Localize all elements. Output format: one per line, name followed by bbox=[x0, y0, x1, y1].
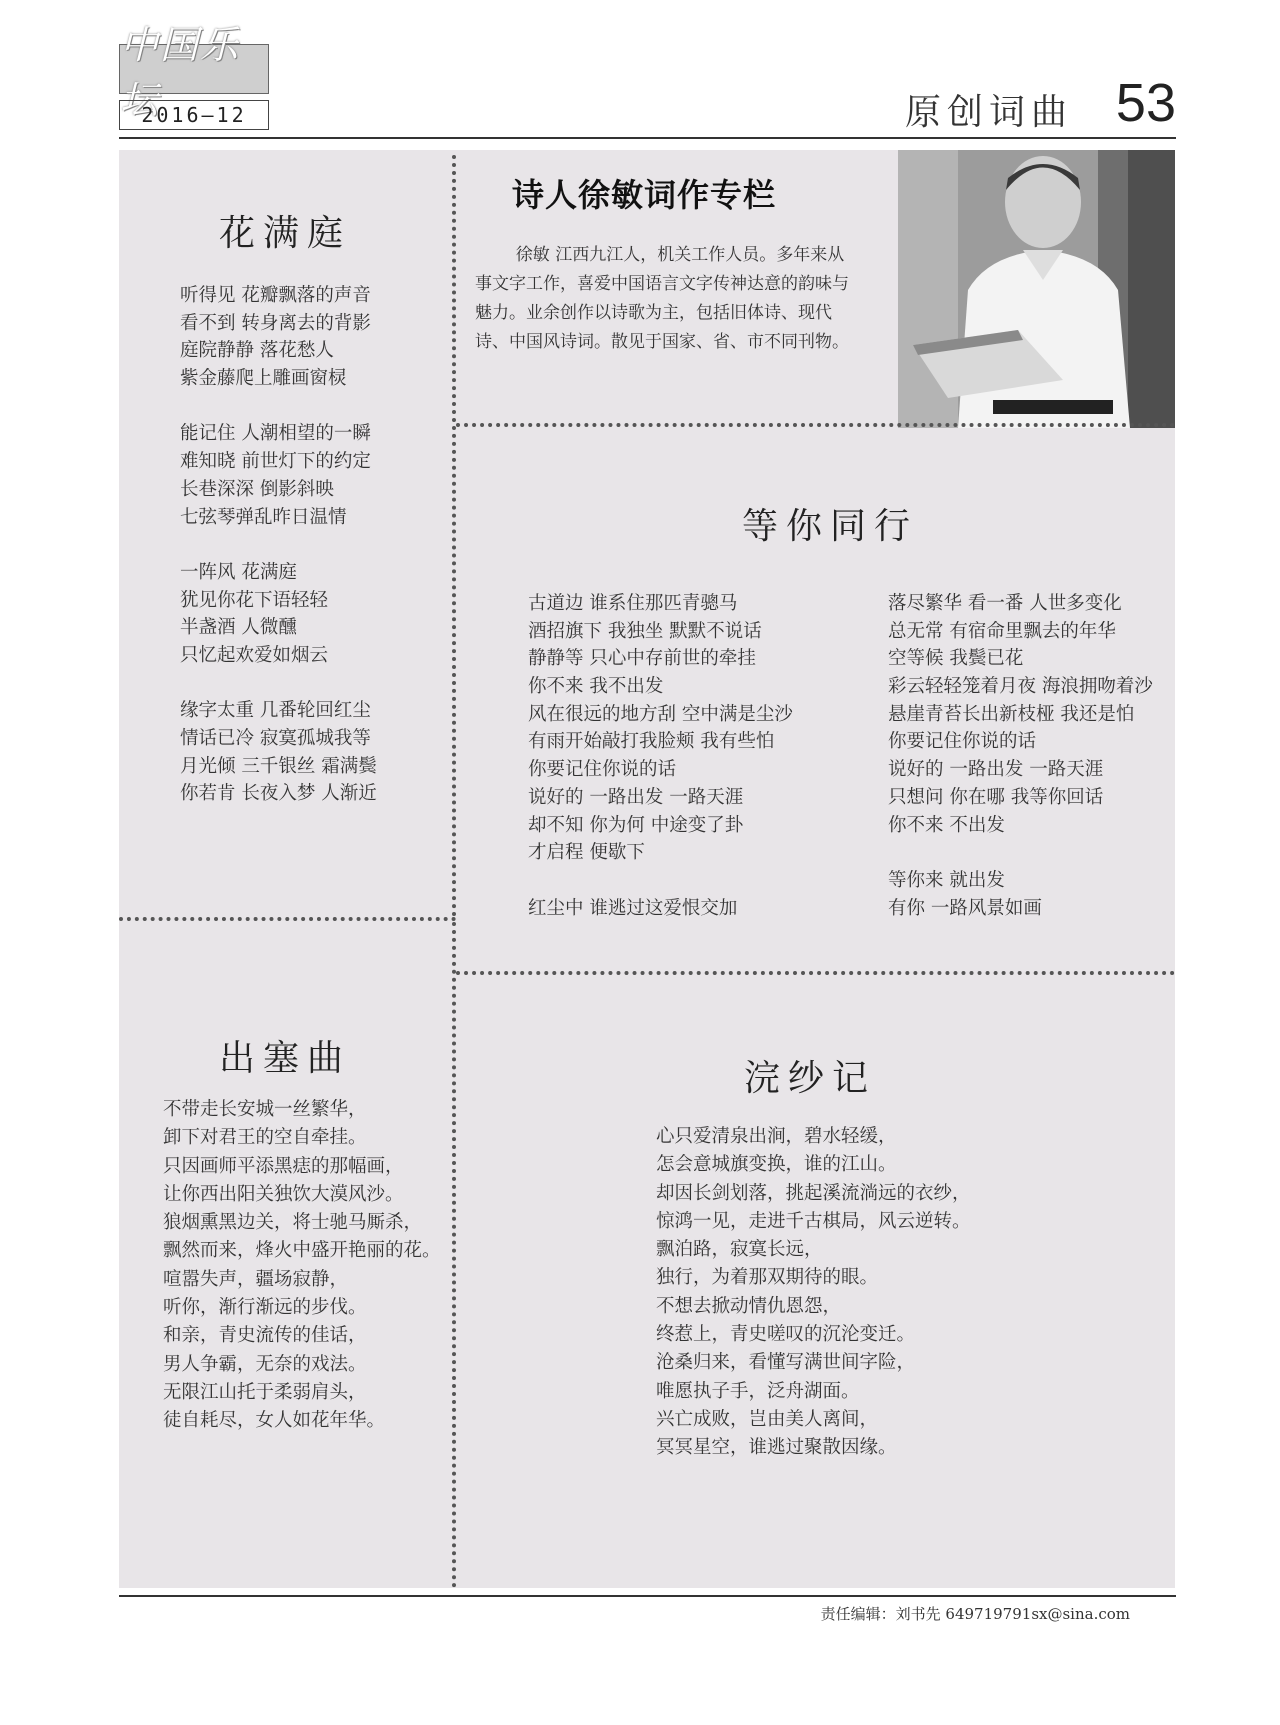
poem-line: 唯愿执子手，泛舟湖面。 bbox=[656, 1380, 860, 1402]
poem-line: 终惹上，青史嗟叹的沉沦变迁。 bbox=[656, 1324, 916, 1346]
poem-line: 却不知 你为何 中途变了卦 bbox=[528, 814, 744, 836]
editor-credit: 责任编辑：刘书先 649719791sx@sina.com bbox=[820, 1605, 1130, 1623]
poem-line: 悬崖青苔长出新枝桠 我还是怕 bbox=[888, 703, 1135, 725]
poem-line: 你不来 我不出发 bbox=[528, 676, 664, 698]
poem-line: 有雨开始敲打我脸颊 我有些怕 bbox=[528, 731, 775, 753]
poem-line: 总无常 有宿命里飘去的年华 bbox=[888, 620, 1116, 642]
poem-title-huanshaji: 浣纱记 bbox=[743, 1058, 876, 1099]
poem-line: 狼烟熏黑边关，将士驰马厮杀， bbox=[163, 1212, 423, 1234]
divider-right-middle bbox=[456, 971, 1175, 975]
poem-line: 才启程 便歇下 bbox=[528, 842, 645, 864]
stanza-break bbox=[180, 670, 377, 698]
poem-line: 酒招旗下 我独坐 默默不说话 bbox=[528, 620, 762, 642]
poem-line: 只忆起欢爱如烟云 bbox=[180, 644, 329, 666]
poem-line: 庭院静静 落花愁人 bbox=[180, 340, 334, 362]
poem-line: 听得见 花瓣飘落的声音 bbox=[180, 285, 371, 306]
stanza-break bbox=[180, 393, 377, 421]
poem-line: 能记住 人潮相望的一瞬 bbox=[180, 423, 371, 445]
poem-line: 难知晓 前世灯下的约定 bbox=[180, 451, 371, 473]
poem-line: 卸下对君王的空自牵挂。 bbox=[163, 1127, 367, 1149]
poem-line: 不带走长安城一丝繁华， bbox=[163, 1099, 367, 1120]
poem-line: 一阵风 花满庭 bbox=[180, 561, 297, 583]
poem-line: 犹见你花下语轻轻 bbox=[180, 589, 329, 611]
poem-line: 古道边 谁系住那匹青骢马 bbox=[528, 593, 738, 614]
poem-line: 徒自耗尽，女人如花年华。 bbox=[163, 1410, 386, 1432]
poem-line: 飘泊路，寂寞长远， bbox=[656, 1239, 823, 1261]
poem-body-dengnitongxing-right bbox=[888, 590, 1153, 922]
poem-body-huamanting bbox=[180, 282, 377, 808]
magazine-logo: 中国乐坛 bbox=[119, 44, 269, 94]
poem-line: 你要记住你说的话 bbox=[528, 759, 677, 781]
poem-line: 让你西出阳关独饮大漠风沙。 bbox=[163, 1183, 404, 1205]
poem-line: 紫金藤爬上雕画窗棂 bbox=[180, 368, 347, 390]
poem-line: 红尘中 谁逃过这爱恨交加 bbox=[528, 897, 738, 919]
divider-left-middle bbox=[119, 917, 456, 921]
stanza-break bbox=[528, 867, 793, 895]
poem-line: 不想去掀动情仇恩怨， bbox=[656, 1295, 842, 1317]
poem-body-dengnitongxing-left bbox=[528, 590, 793, 922]
stanza-break bbox=[888, 839, 1153, 867]
poem-line: 空等候 我鬓已花 bbox=[888, 648, 1024, 670]
poem-line: 男人争霸，无奈的戏法。 bbox=[163, 1353, 367, 1375]
footer-rule bbox=[119, 1595, 1176, 1597]
poem-line: 怎会意城旗变换，谁的江山。 bbox=[656, 1154, 897, 1176]
poem-line: 落尽繁华 看一番 人世多变化 bbox=[888, 593, 1122, 614]
poem-line: 说好的 一路出发 一路天涯 bbox=[888, 759, 1104, 781]
divider-under-column bbox=[456, 423, 1175, 427]
poem-line: 你不来 不出发 bbox=[888, 814, 1005, 836]
poem-line: 独行，为着那双期待的眼。 bbox=[656, 1267, 879, 1289]
page-number: 53 bbox=[1115, 73, 1176, 133]
poem-line: 飘然而来，烽火中盛开艳丽的花。 bbox=[163, 1240, 441, 1262]
poem-line: 你若肯 长夜入梦 人渐近 bbox=[180, 783, 377, 805]
poem-line: 听你，渐行渐远的步伐。 bbox=[163, 1297, 367, 1319]
poem-line: 缘字太重 几番轮回红尘 bbox=[180, 700, 371, 722]
poem-line: 说好的 一路出发 一路天涯 bbox=[528, 786, 744, 808]
poem-line: 半盏酒 人微醺 bbox=[180, 617, 297, 639]
poem-line: 彩云轻轻笼着月夜 海浪拥吻着沙 bbox=[888, 676, 1153, 698]
poem-line: 长巷深深 倒影斜映 bbox=[180, 478, 334, 500]
poem-line: 看不到 转身离去的背影 bbox=[180, 312, 371, 334]
poem-line: 喧嚣失声，疆场寂静， bbox=[163, 1268, 349, 1290]
issue-date: 2016—12 bbox=[119, 100, 269, 130]
poem-line: 心只爱清泉出涧，碧水轻缓， bbox=[656, 1126, 897, 1147]
poem-line: 却因长剑划落，挑起溪流淌远的衣纱， bbox=[656, 1182, 971, 1204]
poem-title-huamanting: 花满庭 bbox=[218, 213, 351, 254]
poem-title-dengnitongxing: 等你同行 bbox=[741, 506, 918, 547]
header-rule bbox=[119, 137, 1176, 139]
column-title: 诗人徐敏词作专栏 bbox=[512, 176, 777, 214]
poem-body-huanshaji bbox=[656, 1123, 971, 1463]
author-bio: 徐敏 江西九江人，机关工作人员。多年来从事文字工作，喜爱中国语言文字传神达意的韵味与魅力。业余创作以诗歌为主，包括旧体诗、现代诗、中国风诗词。散见于国家、省、市不同刊物。 bbox=[475, 245, 849, 352]
poem-line: 惊鸿一见，走进千古棋局，风云逆转。 bbox=[656, 1210, 971, 1232]
poem-body-chusaiqu bbox=[163, 1096, 441, 1436]
author-photo bbox=[898, 150, 1175, 428]
poem-line: 情话已冷 寂寞孤城我等 bbox=[180, 728, 371, 749]
stanza-break bbox=[180, 531, 377, 559]
divider-vertical-left-bottom bbox=[452, 922, 456, 1588]
section-title: 原创词曲 bbox=[904, 92, 1073, 133]
poem-line: 静静等 只心中存前世的牵挂 bbox=[528, 648, 756, 670]
poem-line: 无限江山托于柔弱肩头， bbox=[163, 1381, 367, 1403]
poem-line: 有你 一路风景如画 bbox=[888, 897, 1042, 919]
author-portrait-illustration bbox=[898, 150, 1175, 428]
poem-line: 月光倾 三千银丝 霜满鬓 bbox=[180, 755, 377, 777]
poem-line: 冥冥星空，谁逃过聚散因缘。 bbox=[656, 1437, 897, 1459]
poem-line: 兴亡成败，岂由美人离间， bbox=[656, 1408, 879, 1430]
poem-line: 和亲，青史流传的佳话， bbox=[163, 1325, 367, 1347]
poem-line: 七弦琴弹乱昨日温情 bbox=[180, 506, 347, 528]
poem-line: 沧桑归来，看懂写满世间字险， bbox=[656, 1352, 916, 1374]
poem-line: 你要记住你说的话 bbox=[888, 731, 1037, 753]
poem-line: 只想问 你在哪 我等你回话 bbox=[888, 786, 1104, 808]
poem-line: 只因画师平添黑痣的那幅画， bbox=[163, 1155, 404, 1177]
poem-line: 等你来 就出发 bbox=[888, 869, 1005, 891]
poem-title-chusaiqu: 出塞曲 bbox=[218, 1038, 351, 1079]
poem-line: 风在很远的地方刮 空中满是尘沙 bbox=[528, 703, 793, 725]
divider-vertical-left-top bbox=[452, 155, 456, 917]
